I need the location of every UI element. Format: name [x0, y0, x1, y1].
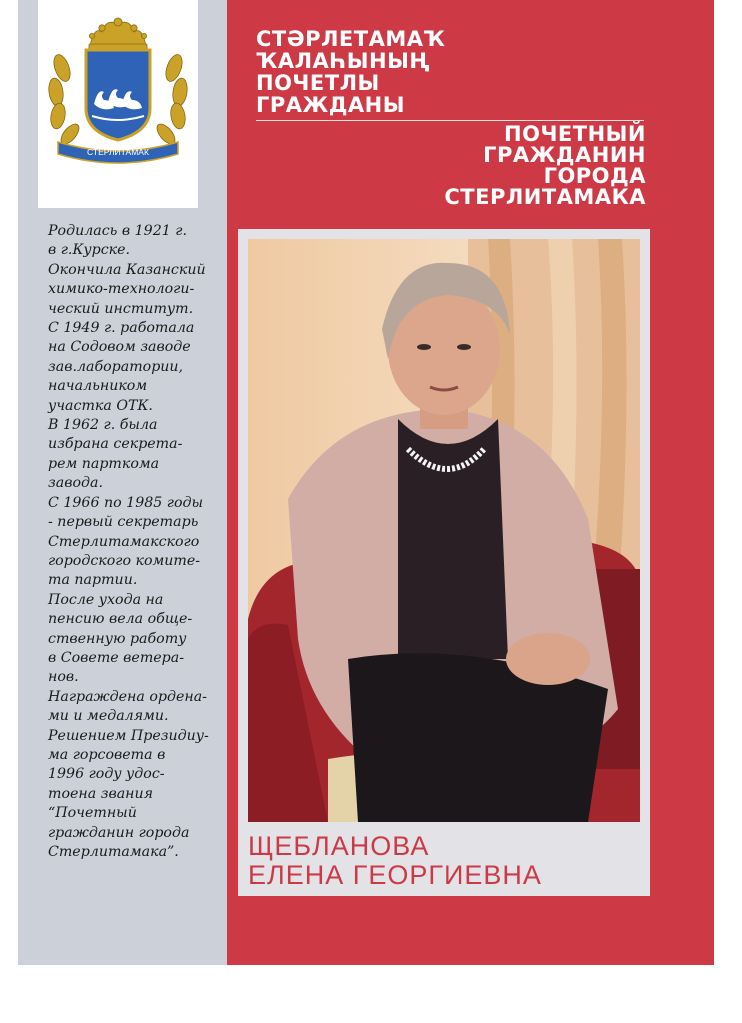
biography-line: ственную работу — [48, 630, 187, 647]
biography-line: ми и медалями. — [48, 708, 169, 725]
biography-line: С 1966 по 1985 годы — [48, 494, 204, 511]
biography-line: на Содовом заводе — [48, 339, 191, 356]
russian-title-line: ГОРОДА — [543, 164, 646, 188]
biography-line: “Почетный — [48, 805, 137, 822]
title-divider — [256, 120, 644, 121]
biography-line: ческий институт. — [48, 300, 194, 317]
emblem-ribbon-text: СТЕРЛИТАМАК — [87, 147, 149, 157]
biography-line: городского комите- — [48, 552, 201, 569]
biography-line: начальником — [48, 378, 148, 395]
bashkir-title-line: ГРАЖДАНЫ — [256, 93, 406, 117]
biography-line: завода. — [48, 475, 103, 492]
biography-line: После ухода на — [48, 591, 164, 608]
biography-line: ма горсовета в — [48, 746, 166, 763]
biography-line: пенсию вела обще- — [48, 611, 193, 628]
biography-line: зав.лаборатории, — [48, 358, 184, 375]
russian-title-line: ПОЧЕТНЫЙ — [504, 122, 646, 146]
person-given-names: ЕЛЕНА ГЕОРГИЕВНА — [248, 860, 542, 890]
biography-line: 1996 году удос- — [48, 766, 165, 783]
biography-line: избрана секрета- — [48, 436, 183, 453]
biography-line: Окончила Казанский — [48, 261, 206, 278]
person-surname: ЩЕБЛАНОВА — [248, 831, 430, 861]
biography-line: Стерлитамака”. — [48, 844, 179, 860]
biography-text — [48, 222, 226, 862]
russian-title-line: СТЕРЛИТАМАКА — [444, 185, 646, 209]
biography-line: Решением Президиу- — [48, 727, 209, 744]
biography-line: в Совете ветера- — [48, 649, 185, 666]
bashkir-title-line: ҠАЛАҺЫНЫҢ — [256, 49, 430, 73]
biography-line: рем парткома — [48, 455, 160, 472]
city-coat-of-arms-icon — [42, 8, 194, 164]
biography-line: Родилась в 1921 г. — [48, 223, 187, 239]
biography-line: участка ОТК. — [48, 397, 153, 414]
biography-line: - первый секретарь — [48, 514, 199, 531]
biography-line: в г.Курске. — [48, 242, 131, 259]
biography-line: химико-технологи- — [48, 281, 195, 298]
russian-title-line: ГРАЖДАНИН — [483, 143, 646, 167]
biography-line: В 1962 г. была — [48, 417, 158, 434]
biography-line: гражданин города — [48, 824, 190, 841]
biography-line: та партии. — [48, 572, 138, 589]
biography-line: нов. — [48, 669, 79, 686]
biography-line: Награждена ордена- — [48, 688, 207, 705]
person-name — [248, 832, 648, 890]
russian-title — [330, 124, 646, 208]
portrait-photo — [248, 239, 640, 822]
biography-line: Стерлитамакского — [48, 533, 200, 550]
bashkir-title — [256, 28, 656, 116]
biography-line: тоена звания — [48, 785, 154, 802]
biography-line: С 1949 г. работала — [48, 320, 195, 337]
bashkir-title-line: СТӘРЛЕТАМАҠ — [256, 27, 446, 51]
bashkir-title-line: ПОЧЕТЛЫ — [256, 71, 380, 95]
